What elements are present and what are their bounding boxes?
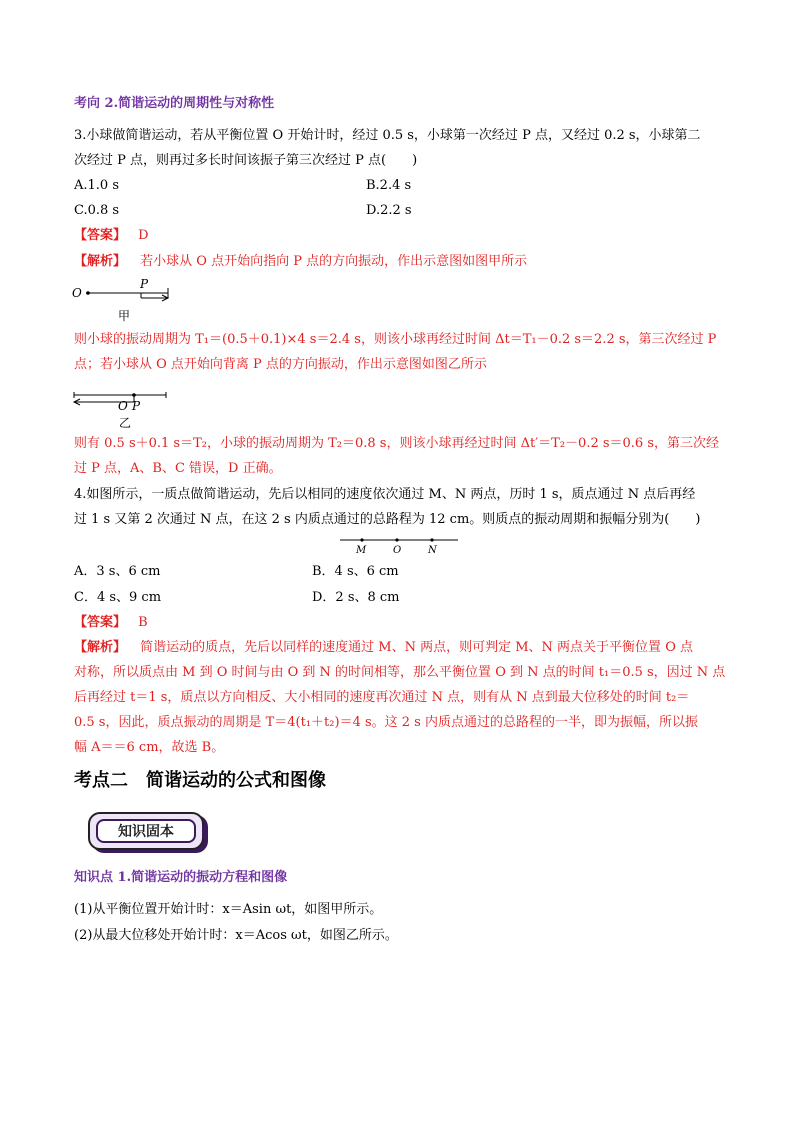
analysis-line: 幅 A＝＝6 cm，故选 B。 [74,740,225,755]
answer-row [74,226,149,246]
analysis-line: 后再经过 t＝1 s，质点以方向相反、大小相同的速度再次通过 N 点，则有从 N 点到最大位移处的时间 t₂＝ [74,690,690,705]
point-m-label: M [356,545,367,556]
knowledge-subheading: 知识点 1.简谐运动的振动方程和图像 [74,870,288,885]
point-n-label: N [428,545,437,556]
analysis-label: 【解析】 [74,640,127,655]
question-4-line: 过 1 s 又第 2 次通过 N 点，在这 2 s 内质点通过的总路程为 12 cm。则质点的振动周期和振幅分别为( ) [74,512,701,527]
analysis-label: 【解析】 [74,254,127,269]
answer-value: B [138,615,148,630]
option-b: B.2.4 s [366,178,412,193]
figure-caption: 乙 [119,416,132,430]
analysis-line: 点；若小球从 O 点开始向背离 P 点的方向振动，作出示意图如图乙所示 [74,357,487,372]
point-o-label: O [72,286,82,300]
point-p-label: P [132,399,141,413]
analysis-text: 若小球从 O 点开始向指向 P 点的方向振动，作出示意图如图甲所示 [140,254,528,269]
analysis-text: 简谐运动的质点，先后以同样的速度通过 M、N 两点，则可判定 M、N 两点关于平衡位置 O 点 [140,640,693,655]
option-d: D.2.2 s [366,203,412,218]
analysis-line: 则有 0.5 s＋0.1 s＝T₂，小球的振动周期为 T₂＝0.8 s，则该小球再经过时间 Δt′＝T₂－0.2 s＝0.6 s，第三次经 [74,436,719,451]
option-c: C．4 s、9 cm [74,590,162,605]
question-3-line: 次经过 P 点，则再过多长时间该振子第三次经过 P 点( ) [74,153,418,168]
analysis-line: 0.5 s，因此，质点振动的周期是 T＝4(t₁＋t₂)＝4 s。这 2 s 内质点通过的总路程的一半，即为振幅，所以振 [74,715,698,730]
section-title: 考点二 简谐运动的公式和图像 [74,770,326,791]
option-b: B．4 s、6 cm [312,564,399,579]
knowledge-badge [88,812,204,850]
badge-tab [202,826,208,838]
option-d: D．2 s、8 cm [312,590,400,605]
figure-mon [336,534,462,556]
section-heading: 考向 2.简谐运动的周期性与对称性 [74,96,275,111]
analysis-line: 则小球的振动周期为 T₁＝(0.5＋0.1)×4 s＝2.4 s，则该小球再经过时间 Δt＝T₁－0.2 s＝2.2 s，第三次经过 P [74,332,717,347]
analysis-row [74,638,693,658]
option-a: A．3 s、6 cm [74,564,161,579]
knowledge-item: (2)从最大位移处开始计时：x＝Acos ωt，如图乙所示。 [74,928,398,943]
question-3-line: 3.小球做简谐运动，若从平衡位置 O 开始计时，经过 0.5 s，小球第一次经过 P 点，又经过 0.2 s，小球第二 [74,128,701,143]
analysis-line: 对称，所以质点由 M 到 O 时间与由 O 到 N 的时间相等，那么平衡位置 O 到 N 点的时间 t₁＝0.5 s，因过 N 点 [74,665,726,680]
figure-caption: 甲 [118,309,131,323]
answer-label: 【答案】 [74,228,127,243]
point-p-label: P [140,277,149,291]
analysis-row [74,252,527,272]
answer-label: 【答案】 [74,615,127,630]
answer-row [74,613,148,633]
figure-yi [66,380,186,432]
badge-label: 知识固本 [96,819,196,843]
answer-value: D [138,228,149,243]
question-4-line: 4.如图所示，一质点做简谐运动，先后以相同的速度依次通过 M、N 两点，历时 1 s，质点通过 N 点后再经 [74,487,696,502]
point-o-label: O [393,545,402,556]
point-o-label: O [118,399,128,413]
analysis-line: 过 P 点，A、B、C 错误，D 正确。 [74,461,282,476]
option-c: C.0.8 s [74,203,120,218]
option-a: A.1.0 s [74,178,119,193]
figure-jia [66,276,186,324]
knowledge-item: (1)从平衡位置开始计时：x＝Asin ωt，如图甲所示。 [74,902,383,917]
